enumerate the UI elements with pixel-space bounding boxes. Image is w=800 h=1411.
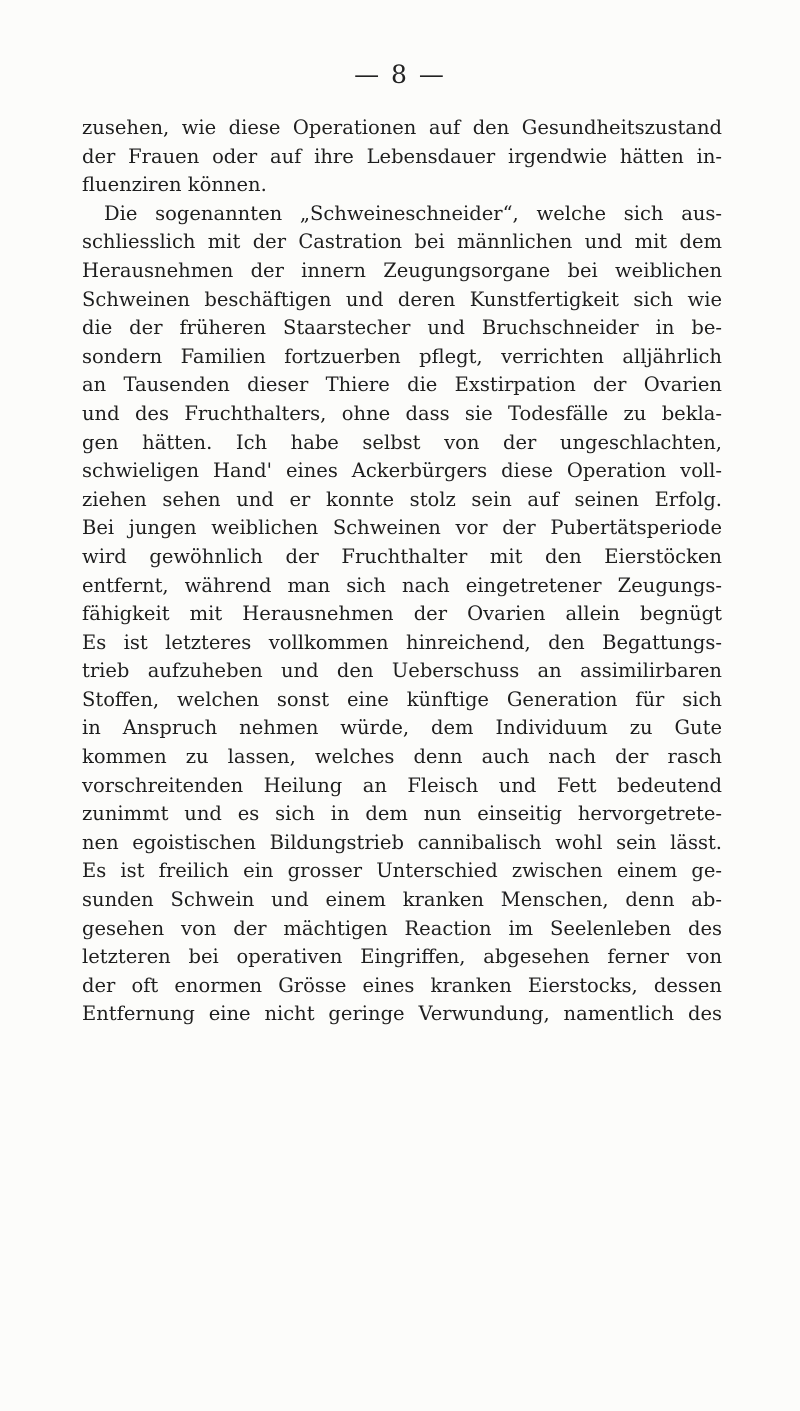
- text-line: letzteren bei operativen Eingriffen, abgesehen ferner von: [82, 945, 722, 969]
- text-line: Es ist letzteres vollkommen hinreichend, den Begattungs-: [82, 630, 722, 654]
- text-line: trieb aufzuheben und den Ueberschuss an assimilirbaren: [82, 659, 722, 683]
- text-line: Herausnehmen der innern Zeugungsorgane bei weiblichen: [82, 258, 722, 282]
- text-line: Stoffen, welchen sonst eine künftige Generation für sich: [82, 687, 722, 711]
- text-line: zunimmt und es sich in dem nun einseitig hervorgetrete-: [82, 802, 722, 826]
- text-line: entfernt, während man sich nach eingetretener Zeugungs-: [82, 573, 722, 597]
- text-line: kommen zu lassen, welches denn auch nach der rasch: [82, 745, 722, 769]
- text-line: der Frauen oder auf ihre Lebensdauer irgendwie hätten in-: [82, 144, 722, 168]
- text-line: die der früheren Staarstecher und Bruchschneider in be-: [82, 316, 722, 340]
- page-number: — 8 —: [354, 60, 446, 89]
- text-line: und des Fruchthalters, ohne dass sie Todesfälle zu bekla-: [82, 401, 722, 425]
- text-line: sondern Familien fortzuerben pflegt, verrichten alljährlich: [82, 344, 722, 368]
- text-line: an Tausenden dieser Thiere die Exstirpation der Ovarien: [82, 373, 722, 397]
- text-line: nen egoistischen Bildungstrieb cannibalisch wohl sein lässt.: [82, 830, 722, 854]
- text-line: gen hätten. Ich habe selbst von der ungeschlachten,: [82, 430, 722, 454]
- text-line: wird gewöhnlich der Fruchthalter mit den Eierstöcken: [82, 544, 722, 568]
- text-line: Entfernung eine nicht geringe Verwundung, namentlich des: [82, 1002, 722, 1026]
- text-line: fähigkeit mit Herausnehmen der Ovarien allein begnügt: [82, 602, 722, 626]
- text-line: Es ist freilich ein grosser Unterschied zwischen einem ge-: [82, 859, 722, 883]
- text-line: sunden Schwein und einem kranken Menschen, denn ab-: [82, 888, 722, 912]
- text-line: vorschreitenden Heilung an Fleisch und Fett bedeutend: [82, 773, 722, 797]
- text-line: zusehen, wie diese Operationen auf den Gesundheitszustand: [82, 116, 722, 139]
- text-line: Bei jungen weiblichen Schweinen vor der Pubertätsperiode: [82, 516, 722, 540]
- text-line: schliesslich mit der Castration bei männlichen und mit dem: [82, 230, 722, 254]
- body-text: [82, 114, 722, 1029]
- text-line: ziehen sehen und er konnte stolz sein auf seinen Erfolg.: [82, 487, 722, 511]
- text-line: in Anspruch nehmen würde, dem Individuum zu Gute: [82, 716, 722, 740]
- text-line: schwieligen Hand' eines Ackerbürgers diese Operation voll-: [82, 459, 722, 483]
- text-line: gesehen von der mächtigen Reaction im Seelenleben des: [82, 916, 722, 940]
- text-line: Die sogenannten „Schweineschneider“, welche sich aus-: [104, 201, 722, 225]
- text-line: fluenziren können.: [82, 173, 267, 197]
- text-line: Schweinen beschäftigen und deren Kunstfertigkeit sich wie: [82, 287, 722, 311]
- text-line: der oft enormen Grösse eines kranken Eierstocks, dessen: [82, 973, 722, 997]
